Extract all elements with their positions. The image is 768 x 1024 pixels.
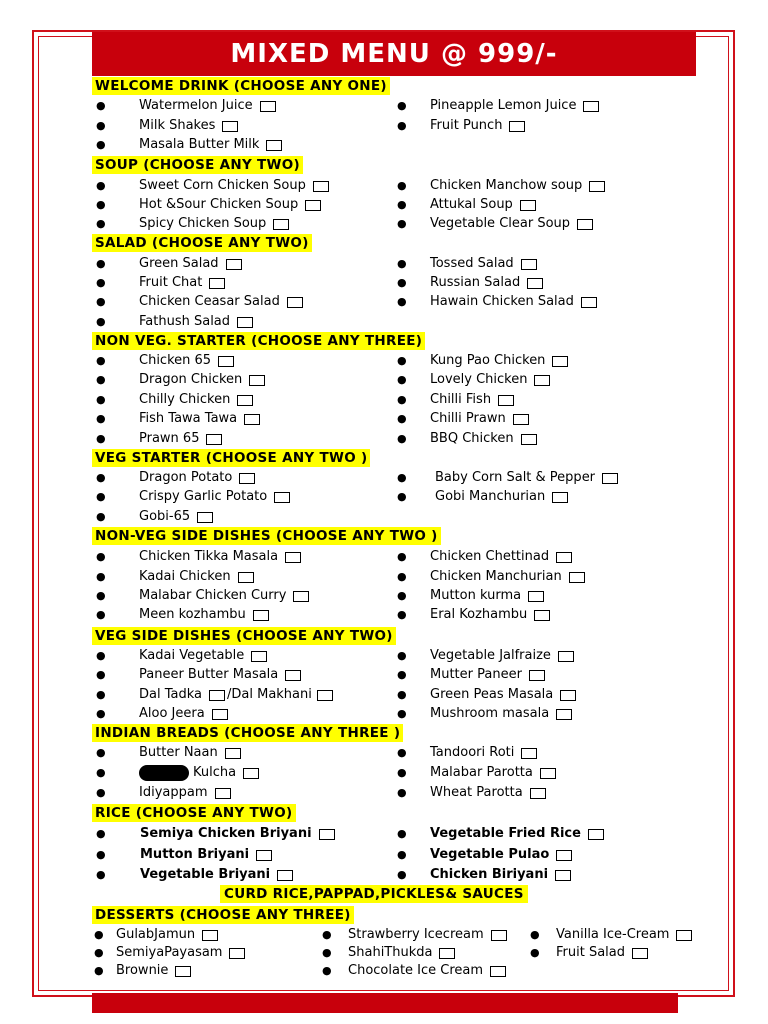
menu-item-chicken-chettinad [430, 548, 572, 566]
menu-item-vegetable-briyani [140, 866, 293, 884]
section-heading: VEG STARTER (CHOOSE ANY TWO ) [92, 449, 370, 467]
bullet-icon: ● [96, 198, 106, 211]
menu-item-label: Chicken Manchurian [430, 569, 562, 584]
bullet-icon: ● [397, 179, 407, 192]
bullet-icon: ● [397, 589, 407, 602]
menu-item-label: Chilli Fish [430, 392, 492, 407]
menu-item-label: Kadai Vegetable [139, 648, 245, 663]
menu-item-dal-tadka [139, 686, 333, 704]
checkbox-shahithukda[interactable] [439, 948, 455, 959]
menu-item-label: Fish Tawa Tawa [139, 411, 238, 426]
menu-item-label: Green Salad [139, 256, 219, 271]
bullet-icon: ● [397, 688, 407, 701]
checkbox-vegetable-clear-soup[interactable] [577, 219, 593, 230]
menu-item-label: Semiya Chicken Briyani [140, 826, 312, 841]
bullet-icon: ● [96, 471, 106, 484]
bullet-icon: ● [96, 608, 106, 621]
bullet-icon: ● [96, 707, 106, 720]
bullet-icon: ● [94, 946, 104, 959]
checkbox-chicken-tikka-masala[interactable] [285, 552, 301, 563]
menu-item-gulabjamun [116, 926, 218, 944]
checkbox-strawberry-icecream[interactable] [491, 930, 507, 941]
checkbox-idiyappam[interactable] [215, 788, 231, 799]
bullet-icon: ● [397, 570, 407, 583]
menu-item-fathush-salad [139, 313, 253, 331]
bullet-icon: ● [96, 432, 106, 445]
bullet-icon: ● [397, 471, 407, 484]
bullet-icon: ● [397, 848, 407, 861]
menu-item-label: Hot &Sour Chicken Soup [139, 197, 299, 212]
checkbox-dal-tadka[interactable] [209, 690, 225, 701]
bullet-icon: ● [397, 868, 407, 881]
menu-item-kadai-chicken [139, 568, 254, 586]
bullet-icon: ● [322, 964, 332, 977]
menu-item-semiyapayasam [116, 944, 245, 962]
menu-item-label: Brownie [116, 963, 169, 978]
menu-item-label: Kadai Chicken [139, 569, 231, 584]
menu-item-butter-naan [139, 744, 241, 762]
bullet-icon: ● [94, 964, 104, 977]
menu-item-label: Chocolate Ice Cream [348, 963, 484, 978]
checkbox-chicken-chettinad[interactable] [556, 552, 572, 563]
bullet-icon: ● [397, 119, 407, 132]
menu-item-label: Vanilla Ice-Cream [556, 927, 670, 942]
checkbox-mutter-paneer[interactable] [529, 670, 545, 681]
menu-item-chocolate-ice-cream [348, 962, 506, 980]
bullet-icon: ● [96, 570, 106, 583]
checkbox-mutton-briyani[interactable] [256, 850, 272, 861]
bullet-icon: ● [397, 99, 407, 112]
bullet-icon: ● [397, 217, 407, 230]
menu-item-spicy-chicken-soup [139, 215, 289, 233]
menu-item-label: Aloo Jeera [139, 706, 205, 721]
menu-item-mutton-kurma [430, 587, 544, 605]
bullet-icon: ● [96, 746, 106, 759]
bullet-icon: ● [96, 138, 106, 151]
menu-item-green-salad [139, 255, 242, 273]
bullet-icon: ● [397, 257, 407, 270]
bullet-icon: ● [397, 412, 407, 425]
checkbox-tandoori-roti[interactable] [521, 748, 537, 759]
checkbox-kung-pao-chicken[interactable] [552, 356, 568, 367]
footer-bar [92, 993, 678, 1013]
menu-item-vegetable-clear-soup [430, 215, 593, 233]
checkbox-malabar-parotta[interactable] [540, 768, 556, 779]
menu-item-tossed-salad [430, 255, 537, 273]
bullet-icon: ● [397, 295, 407, 308]
menu-item-green-peas-masala [430, 686, 576, 704]
menu-item-chicken-65 [139, 352, 234, 370]
menu-item-mutter-paneer [430, 666, 545, 684]
menu-item-label: Chilli Prawn [430, 411, 506, 426]
bullet-icon: ● [96, 688, 106, 701]
bullet-icon: ● [397, 490, 407, 503]
menu-item-tandoori-roti [430, 744, 537, 762]
checkbox-milk-shakes[interactable] [222, 121, 238, 132]
checkbox-prawn-65[interactable] [206, 434, 222, 445]
bullet-icon: ● [96, 295, 106, 308]
checkbox-malabar-chicken-curry[interactable] [293, 591, 309, 602]
section-heading: RICE (CHOOSE ANY TWO) [92, 804, 296, 822]
bullet-icon: ● [397, 668, 407, 681]
checkbox-gulabjamun[interactable] [202, 930, 218, 941]
menu-item-label: Fruit Salad [556, 945, 626, 960]
menu-item-hawain-chicken-salad [430, 293, 597, 311]
bullet-icon: ● [397, 766, 407, 779]
menu-item-label: Eral Kozhambu [430, 607, 528, 622]
checkbox-chicken-manchow-soup[interactable] [589, 181, 605, 192]
bullet-icon: ● [96, 257, 106, 270]
menu-item-chilly-chicken [139, 391, 253, 409]
bullet-icon: ● [96, 354, 106, 367]
checkbox-hawain-chicken-salad[interactable] [581, 297, 597, 308]
bullet-icon: ● [96, 827, 106, 840]
menu-item-label: Chicken Tikka Masala [139, 549, 279, 564]
checkbox-fruit-salad[interactable] [632, 948, 648, 959]
menu-item-label: Mutton Briyani [140, 847, 250, 862]
bullet-icon: ● [96, 393, 106, 406]
menu-item-label: Sweet Corn Chicken Soup [139, 178, 306, 193]
checkbox-dragon-chicken[interactable] [249, 375, 265, 386]
menu-item-fruit-salad [556, 944, 648, 962]
checkbox-dragon-potato[interactable] [239, 473, 255, 484]
checkbox-chicken-manchurian[interactable] [569, 572, 585, 583]
section-heading: VEG SIDE DISHES (CHOOSE ANY TWO) [92, 627, 396, 645]
menu-item-russian-salad [430, 274, 543, 292]
checkbox-chicken-65[interactable] [218, 356, 234, 367]
menu-item-chicken-tikka-masala [139, 548, 301, 566]
menu-item-aloo-jeera [139, 705, 228, 723]
checkbox-fruit-punch[interactable] [509, 121, 525, 132]
menu-item-label: Mushroom masala [430, 706, 550, 721]
menu-item-label: Vegetable Fried Rice [430, 826, 581, 841]
checkbox-kulcha[interactable] [243, 768, 259, 779]
menu-item-label: Chicken Chettinad [430, 549, 550, 564]
checkbox-kadai-chicken[interactable] [238, 572, 254, 583]
checkbox-gobi-manchurian[interactable] [552, 492, 568, 503]
menu-item-kulcha [139, 764, 259, 782]
menu-item-label: SemiyaPayasam [116, 945, 223, 960]
menu-item-chicken-biriyani [430, 866, 571, 884]
menu-item-label: Chicken Manchow soup [430, 178, 583, 193]
bullet-icon: ● [397, 707, 407, 720]
bullet-icon: ● [397, 550, 407, 563]
checkbox-chicken-biriyani[interactable] [555, 870, 571, 881]
menu-item-label: Fruit Punch [430, 118, 503, 133]
menu-item-label: Kulcha [193, 765, 237, 780]
menu-item-strawberry-icecream [348, 926, 507, 944]
menu-item-label: Wheat Parotta [430, 785, 523, 800]
bullet-icon: ● [530, 946, 540, 959]
menu-item-label: Hawain Chicken Salad [430, 294, 574, 309]
checkbox-gobi-65[interactable] [197, 512, 213, 523]
menu-item-fruit-punch [430, 117, 525, 135]
bullet-icon: ● [96, 99, 106, 112]
bullet-icon: ● [397, 649, 407, 662]
menu-item-label: Pineapple Lemon Juice [430, 98, 577, 113]
menu-item-label: Lovely Chicken [430, 372, 528, 387]
checkbox-chilli-prawn[interactable] [513, 414, 529, 425]
checkbox-chocolate-ice-cream[interactable] [490, 966, 506, 977]
bullet-icon: ● [397, 786, 407, 799]
menu-item-label: Chilly Chicken [139, 392, 231, 407]
section-heading: NON-VEG SIDE DISHES (CHOOSE ANY TWO ) [92, 527, 441, 545]
bullet-icon: ● [397, 432, 407, 445]
bullet-icon: ● [94, 928, 104, 941]
bullet-icon: ● [96, 589, 106, 602]
menu-item-brownie [116, 962, 191, 980]
checkbox-bbq-chicken[interactable] [521, 434, 537, 445]
menu-item-label: Idiyappam [139, 785, 208, 800]
checkbox-green-peas-masala[interactable] [560, 690, 576, 701]
menu-item-masala-butter-milk [139, 136, 282, 154]
section-heading: INDIAN BREADS (CHOOSE ANY THREE ) [92, 724, 403, 742]
menu-item-label: Baby Corn Salt & Pepper [435, 470, 596, 485]
menu-item-label: Tossed Salad [430, 256, 514, 271]
checkbox-mushroom-masala[interactable] [556, 709, 572, 720]
checkbox-fish-tawa-tawa[interactable] [244, 414, 260, 425]
menu-item-label: Chicken Biriyani [430, 867, 549, 882]
menu-item-dragon-potato [139, 469, 255, 487]
bullet-icon: ● [397, 276, 407, 289]
bullet-icon: ● [96, 217, 106, 230]
menu-item-milk-shakes [139, 117, 238, 135]
menu-item-label: Watermelon Juice [139, 98, 253, 113]
menu-item-label: /Dal Makhani [227, 687, 312, 702]
menu-item-label: Vegetable Briyani [140, 867, 271, 882]
checkbox-baby-corn-salt-pepper[interactable] [602, 473, 618, 484]
checkbox-vegetable-fried-rice[interactable] [588, 829, 604, 840]
menu-item-fish-tawa-tawa [139, 410, 260, 428]
bullet-icon: ● [530, 928, 540, 941]
bullet-icon: ● [397, 608, 407, 621]
checkbox-brownie[interactable] [175, 966, 191, 977]
bullet-icon: ● [96, 412, 106, 425]
checkbox-vegetable-jalfraize[interactable] [558, 651, 574, 662]
menu-item-label: Chicken 65 [139, 353, 212, 368]
checkbox-chilly-chicken[interactable] [237, 395, 253, 406]
menu-item-malabar-parotta [430, 764, 556, 782]
bullet-icon: ● [96, 373, 106, 386]
checkbox-green-salad[interactable] [226, 259, 242, 270]
redaction-mark [139, 765, 189, 781]
checkbox-wheat-parotta[interactable] [530, 788, 546, 799]
menu-item-label: Mutton kurma [430, 588, 522, 603]
menu-item-attukal-soup [430, 196, 536, 214]
menu-item-label: GulabJamun [116, 927, 196, 942]
menu-item-label: Vegetable Jalfraize [430, 648, 551, 663]
section-heading: SALAD (CHOOSE ANY TWO) [92, 234, 312, 252]
checkbox-hot-sour-chicken-soup[interactable] [305, 200, 321, 211]
menu-item-idiyappam [139, 784, 231, 802]
bullet-icon: ● [96, 550, 106, 563]
bullet-icon: ● [96, 848, 106, 861]
checkbox-meen-kozhambu[interactable] [253, 610, 269, 621]
menu-item-chilli-fish [430, 391, 514, 409]
menu-item-label: Dragon Potato [139, 470, 233, 485]
bullet-icon: ● [322, 946, 332, 959]
menu-item-label: Russian Salad [430, 275, 521, 290]
menu-item-mushroom-masala [430, 705, 572, 723]
checkbox-masala-butter-milk[interactable] [266, 140, 282, 151]
section-heading: SOUP (CHOOSE ANY TWO) [92, 156, 303, 174]
bullet-icon: ● [322, 928, 332, 941]
menu-item-label: Kung Pao Chicken [430, 353, 546, 368]
checkbox-fruit-chat[interactable] [209, 278, 225, 289]
checkbox-fathush-salad[interactable] [237, 317, 253, 328]
bullet-icon: ● [96, 786, 106, 799]
checkbox-crispy-garlic-potato[interactable] [274, 492, 290, 503]
menu-item-label: Butter Naan [139, 745, 218, 760]
menu-item-baby-corn-salt-pepper [435, 469, 618, 487]
menu-item-label: Fruit Chat [139, 275, 203, 290]
checkbox-tossed-salad[interactable] [521, 259, 537, 270]
menu-item-paneer-butter-masala [139, 666, 301, 684]
checkbox-semiyapayasam[interactable] [229, 948, 245, 959]
checkbox-lovely-chicken[interactable] [534, 375, 550, 386]
menu-item-label: Dragon Chicken [139, 372, 243, 387]
menu-item-label: ShahiThukda [348, 945, 433, 960]
menu-item-label: Fathush Salad [139, 314, 231, 329]
menu-item-gobi-65 [139, 508, 213, 526]
menu-item-mutton-briyani [140, 846, 272, 864]
bullet-icon: ● [96, 668, 106, 681]
checkbox-aloo-jeera[interactable] [212, 709, 228, 720]
menu-item-chicken-manchurian [430, 568, 585, 586]
checkbox-chilli-fish[interactable] [498, 395, 514, 406]
bullet-icon: ● [96, 119, 106, 132]
menu-item-label: Gobi-65 [139, 509, 191, 524]
menu-item-label: Mutter Paneer [430, 667, 522, 682]
checkbox-vegetable-briyani[interactable] [277, 870, 293, 881]
menu-item-dragon-chicken [139, 371, 265, 389]
section-heading: NON VEG. STARTER (CHOOSE ANY THREE) [92, 332, 425, 350]
menu-item-vegetable-pulao [430, 846, 572, 864]
menu-item-chicken-manchow-soup [430, 177, 605, 195]
menu-item-crispy-garlic-potato [139, 488, 290, 506]
menu-item-lovely-chicken [430, 371, 550, 389]
menu-item-label: Malabar Parotta [430, 765, 533, 780]
menu-item-label: Prawn 65 [139, 431, 200, 446]
checkbox-vanilla-ice-cream[interactable] [676, 930, 692, 941]
menu-item-malabar-chicken-curry [139, 587, 309, 605]
menu-item-chilli-prawn [430, 410, 529, 428]
checkbox-chicken-ceasar-salad[interactable] [287, 297, 303, 308]
checkbox-butter-naan[interactable] [225, 748, 241, 759]
menu-item-kadai-vegetable [139, 647, 267, 665]
menu-item-label: BBQ Chicken [430, 431, 514, 446]
section-heading: WELCOME DRINK (CHOOSE ANY ONE) [92, 77, 390, 95]
menu-item-vegetable-fried-rice [430, 825, 604, 843]
menu-item-label: Green Peas Masala [430, 687, 554, 702]
menu-item-vegetable-jalfraize [430, 647, 574, 665]
checkbox-watermelon-juice[interactable] [260, 101, 276, 112]
menu-item-vanilla-ice-cream [556, 926, 692, 944]
menu-item-label: Vegetable Clear Soup [430, 216, 571, 231]
menu-item-label: Crispy Garlic Potato [139, 489, 268, 504]
menu-item-sweet-corn-chicken-soup [139, 177, 329, 195]
menu-item-label: Milk Shakes [139, 118, 216, 133]
bullet-icon: ● [96, 179, 106, 192]
bullet-icon: ● [397, 827, 407, 840]
bullet-icon: ● [397, 198, 407, 211]
bullet-icon: ● [96, 649, 106, 662]
bullet-icon: ● [96, 510, 106, 523]
menu-item-gobi-manchurian [435, 488, 568, 506]
checkbox-mutton-kurma[interactable] [528, 591, 544, 602]
menu-item-chicken-ceasar-salad [139, 293, 303, 311]
bullet-icon: ● [96, 276, 106, 289]
checkbox-eral-kozhambu[interactable] [534, 610, 550, 621]
curd-rice-note: CURD RICE,PAPPAD,PICKLES& SAUCES [220, 885, 528, 903]
checkbox-pineapple-lemon-juice[interactable] [583, 101, 599, 112]
menu-item-meen-kozhambu [139, 606, 269, 624]
menu-title: MIXED MENU @ 999/- [92, 32, 696, 76]
menu-item-wheat-parotta [430, 784, 546, 802]
section-heading: DESSERTS (CHOOSE ANY THREE) [92, 906, 354, 924]
menu-item-kung-pao-chicken [430, 352, 568, 370]
checkbox-spicy-chicken-soup[interactable] [273, 219, 289, 230]
checkbox-dal-makhani[interactable] [317, 690, 333, 701]
menu-item-label: Paneer Butter Masala [139, 667, 279, 682]
bullet-icon: ● [96, 868, 106, 881]
menu-item-prawn-65 [139, 430, 222, 448]
checkbox-sweet-corn-chicken-soup[interactable] [313, 181, 329, 192]
bullet-icon: ● [96, 490, 106, 503]
menu-item-watermelon-juice [139, 97, 276, 115]
menu-item-label: Spicy Chicken Soup [139, 216, 267, 231]
menu-item-label: Dal Tadka [139, 687, 202, 702]
menu-item-label: Vegetable Pulao [430, 847, 550, 862]
menu-item-eral-kozhambu [430, 606, 550, 624]
checkbox-vegetable-pulao[interactable] [556, 850, 572, 861]
menu-item-label: Gobi Manchurian [435, 489, 546, 504]
checkbox-semiya-chicken-briyani[interactable] [319, 829, 335, 840]
menu-item-label: Meen kozhambu [139, 607, 246, 622]
menu-item-label: Malabar Chicken Curry [139, 588, 287, 603]
menu-item-label: Masala Butter Milk [139, 137, 260, 152]
bullet-icon: ● [397, 354, 407, 367]
menu-item-semiya-chicken-briyani [140, 825, 335, 843]
bullet-icon: ● [96, 766, 106, 779]
menu-item-label: Chicken Ceasar Salad [139, 294, 280, 309]
menu-item-shahithukda [348, 944, 455, 962]
menu-item-bbq-chicken [430, 430, 537, 448]
menu-item-label: Attukal Soup [430, 197, 513, 212]
menu-item-label: Strawberry Icecream [348, 927, 484, 942]
menu-item-pineapple-lemon-juice [430, 97, 599, 115]
menu-item-fruit-chat [139, 274, 225, 292]
checkbox-attukal-soup[interactable] [520, 200, 536, 211]
bullet-icon: ● [96, 315, 106, 328]
checkbox-russian-salad[interactable] [527, 278, 543, 289]
bullet-icon: ● [397, 393, 407, 406]
bullet-icon: ● [397, 373, 407, 386]
menu-item-hot-sour-chicken-soup [139, 196, 321, 214]
checkbox-paneer-butter-masala[interactable] [285, 670, 301, 681]
menu-item-label: Tandoori Roti [430, 745, 515, 760]
checkbox-kadai-vegetable[interactable] [251, 651, 267, 662]
bullet-icon: ● [397, 746, 407, 759]
